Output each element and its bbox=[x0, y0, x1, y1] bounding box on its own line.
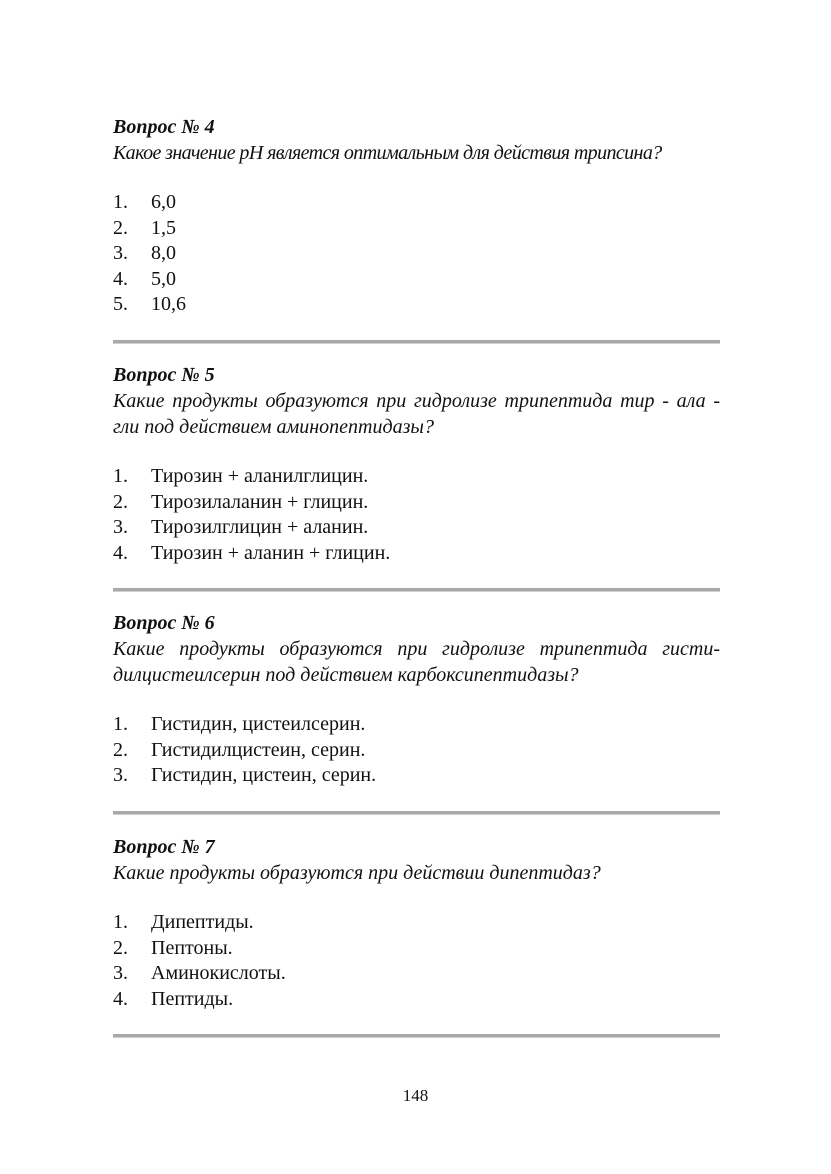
answer-option bbox=[113, 190, 720, 216]
answer-text: Гистидин, цистеилсерин. bbox=[151, 713, 366, 735]
answer-number: 1. bbox=[113, 713, 128, 735]
question-text: Какие продукты образуются при гидролизе трипептида гисти-дилцистеилсерин под действием карбоксипептидазы? bbox=[113, 638, 720, 686]
answer-text: Тирозин + аланин + глицин. bbox=[151, 541, 391, 564]
answer-text: Пептиды. bbox=[151, 987, 234, 1010]
answer-text: Аминокислоты. bbox=[151, 962, 286, 984]
question-4 bbox=[113, 114, 720, 318]
question-5 bbox=[113, 362, 720, 566]
answer-option bbox=[113, 541, 720, 567]
answer-option bbox=[113, 936, 720, 962]
answer-number: 2. bbox=[113, 738, 128, 761]
answer-number: 3. bbox=[113, 962, 128, 984]
answer-number: 4. bbox=[113, 987, 128, 1010]
answer-option bbox=[113, 490, 720, 516]
answer-number: 2. bbox=[113, 216, 128, 239]
question-title: Вопрос № 5 bbox=[113, 364, 215, 386]
answer-option bbox=[113, 987, 720, 1013]
answer-text: Тирозилглицин + аланин. bbox=[151, 516, 369, 538]
answer-option bbox=[113, 267, 720, 293]
answer-number: 4. bbox=[113, 267, 128, 290]
section-divider bbox=[113, 1034, 720, 1038]
question-title: Вопрос № 6 bbox=[113, 612, 215, 634]
answer-option bbox=[113, 292, 720, 318]
section-divider bbox=[113, 340, 720, 344]
answer-number: 2. bbox=[113, 490, 128, 513]
answer-number: 3. bbox=[113, 764, 128, 786]
answer-number: 1. bbox=[113, 911, 128, 933]
answer-number: 1. bbox=[113, 465, 128, 487]
section-divider bbox=[113, 811, 720, 815]
answer-list bbox=[113, 190, 720, 318]
answer-option bbox=[113, 216, 720, 242]
answer-number: 5. bbox=[113, 293, 128, 315]
answer-option bbox=[113, 464, 720, 490]
answer-list bbox=[113, 712, 720, 789]
answer-option bbox=[113, 738, 720, 764]
answer-text: 5,0 bbox=[151, 267, 176, 290]
page-number: 148 bbox=[402, 1086, 429, 1105]
answer-option bbox=[113, 515, 720, 541]
answer-number: 3. bbox=[113, 242, 128, 264]
answer-number: 3. bbox=[113, 516, 128, 538]
answer-option bbox=[113, 910, 720, 936]
answer-list bbox=[113, 910, 720, 1012]
question-title: Вопрос № 4 bbox=[113, 116, 215, 138]
answer-text: Дипептиды. bbox=[151, 911, 254, 933]
answer-number: 4. bbox=[113, 541, 128, 564]
answer-option bbox=[113, 712, 720, 738]
answer-list bbox=[113, 464, 720, 566]
answer-number: 1. bbox=[113, 191, 128, 213]
answer-option bbox=[113, 961, 720, 987]
answer-text: Гистидилцистеин, серин. bbox=[151, 738, 366, 761]
question-text: Какие продукты образуются при гидролизе трипептида тир - ала - гли под действием аминопептидазы? bbox=[113, 390, 720, 438]
question-6 bbox=[113, 610, 720, 789]
answer-text: 6,0 bbox=[151, 191, 176, 213]
answer-text: 1,5 bbox=[151, 216, 176, 239]
question-text: Какое значение рН является оптимальным для действия трипсина? bbox=[113, 142, 662, 164]
answer-text: Тирозин + аланилглицин. bbox=[151, 465, 369, 487]
answer-text: Пептоны. bbox=[151, 936, 233, 959]
section-divider bbox=[113, 588, 720, 592]
answer-number: 2. bbox=[113, 936, 128, 959]
question-7 bbox=[113, 834, 720, 1012]
question-title: Вопрос № 7 bbox=[113, 836, 215, 858]
answer-option bbox=[113, 241, 720, 267]
answer-text: Гистидин, цистеин, серин. bbox=[151, 764, 377, 786]
answer-text: 8,0 bbox=[151, 242, 176, 264]
question-text: Какие продукты образуются при действии дипептидаз? bbox=[113, 862, 601, 884]
answer-option bbox=[113, 763, 720, 789]
answer-text: Тирозилаланин + глицин. bbox=[151, 490, 369, 513]
answer-text: 10,6 bbox=[151, 293, 186, 315]
